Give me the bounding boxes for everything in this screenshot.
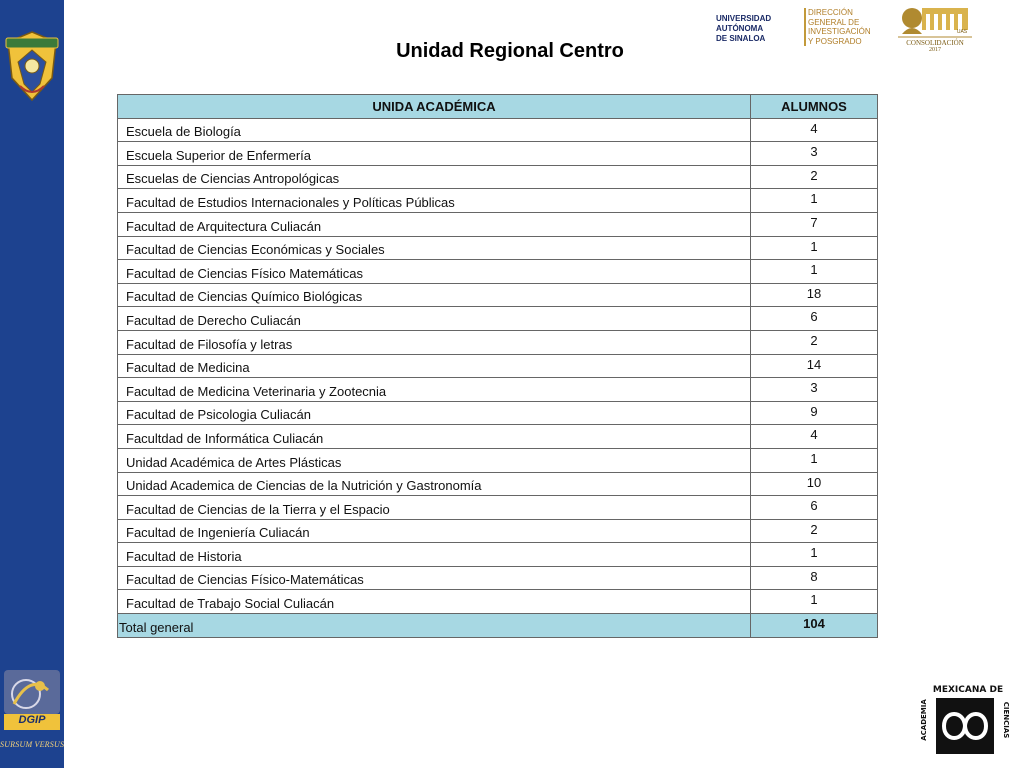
cell-unit: Unidad Académica de Artes Plásticas	[118, 448, 751, 472]
table-row	[118, 425, 878, 449]
cell-unit: Unidad Academica de Ciencias de la Nutrición y Gastronomía	[118, 472, 751, 496]
students-table	[117, 94, 878, 638]
table-row	[118, 472, 878, 496]
cell-unit: Facultad de Ingeniería Culiacán	[118, 519, 751, 543]
cell-unit: Facultad de Trabajo Social Culiacán	[118, 590, 751, 614]
uas-line-1: UNIVERSIDAD	[716, 14, 772, 23]
header-logos	[708, 4, 978, 52]
seal-text-top: MEXICANA DE	[932, 685, 1004, 695]
table-row	[118, 236, 878, 260]
table-row	[118, 189, 878, 213]
consolidacion-text: CONSOLIDACIÓN	[906, 39, 964, 47]
cell-unit: Facultdad de Informática Culiacán	[118, 425, 751, 449]
cell-unit: Facultad de Arquitectura Culiacán	[118, 212, 751, 236]
cell-unit: Escuelas de Ciencias Antropológicas	[118, 165, 751, 189]
table-header-row	[118, 95, 878, 119]
cell-unit: Escuela Superior de Enfermería	[118, 142, 751, 166]
table-row	[118, 260, 878, 284]
seal-text-left: ACADEMIA	[920, 699, 928, 741]
cell-unit: Facultad de Historia	[118, 543, 751, 567]
table-row	[118, 118, 878, 142]
left-sidebar	[0, 0, 64, 768]
cell-count: 10	[751, 472, 878, 496]
table-row	[118, 212, 878, 236]
total-count: 104	[751, 614, 878, 638]
table-row	[118, 354, 878, 378]
cell-unit: Facultad de Ciencias Económicas y Sociales	[118, 236, 751, 260]
table-row	[118, 378, 878, 402]
cell-count: 1	[751, 189, 878, 213]
table-body	[118, 118, 878, 637]
cell-count: 2	[751, 165, 878, 189]
cell-count: 1	[751, 260, 878, 284]
cell-count: 6	[751, 307, 878, 331]
cell-count: 3	[751, 142, 878, 166]
table-row	[118, 590, 878, 614]
cell-unit: Escuela de Biología	[118, 118, 751, 142]
dgip-line-1: DIRECCIÓN	[808, 8, 853, 17]
cell-unit: Facultad de Estudios Internacionales y Políticas Públicas	[118, 189, 751, 213]
logo-divider	[804, 8, 806, 46]
dgip-logo-text: DGIP	[18, 714, 46, 726]
cell-unit: Facultad de Medicina Veterinaria y Zootecnia	[118, 378, 751, 402]
cell-unit: Facultad de Ciencias Físico Matemáticas	[118, 260, 751, 284]
header-unit: UNIDA ACADÉMICA	[118, 95, 751, 119]
university-crest-icon	[2, 28, 62, 106]
table-row	[118, 283, 878, 307]
table-row	[118, 566, 878, 590]
cell-count: 4	[751, 118, 878, 142]
table-row	[118, 142, 878, 166]
cell-count: 6	[751, 496, 878, 520]
cell-count: 1	[751, 448, 878, 472]
academia-seal-icon	[918, 680, 1010, 758]
dgip-logo-icon	[0, 668, 64, 738]
table-total-row	[118, 614, 878, 638]
dgip-line-3: INVESTIGACIÓN	[808, 27, 871, 36]
cell-count: 8	[751, 566, 878, 590]
cell-unit: Facultad de Filosofía y letras	[118, 330, 751, 354]
table-row	[118, 330, 878, 354]
table-row	[118, 165, 878, 189]
cell-unit: Facultad de Psicologia Culiacán	[118, 401, 751, 425]
uas-line-2: AUTÓNOMA	[716, 24, 764, 33]
table-row	[118, 496, 878, 520]
uas-small: UAS	[956, 29, 968, 35]
cell-unit: Facultad de Medicina	[118, 354, 751, 378]
cell-count: 7	[751, 212, 878, 236]
uas-line-3: DE SINALOA	[716, 34, 766, 43]
dgip-line-2: GENERAL DE	[808, 17, 860, 27]
cell-unit: Facultad de Derecho Culiacán	[118, 307, 751, 331]
cell-count: 14	[751, 354, 878, 378]
header-students: ALUMNOS	[751, 95, 878, 119]
table-row	[118, 543, 878, 567]
students-table-container	[117, 94, 877, 638]
cell-count: 1	[751, 543, 878, 567]
cell-count: 4	[751, 425, 878, 449]
cell-count: 2	[751, 519, 878, 543]
table-row	[118, 448, 878, 472]
table-row	[118, 401, 878, 425]
cell-unit: Facultad de Ciencias de la Tierra y el Espacio	[118, 496, 751, 520]
cell-count: 1	[751, 590, 878, 614]
cell-count: 3	[751, 378, 878, 402]
dgip-line-4: Y POSGRADO	[808, 36, 862, 46]
page-title: Unidad Regional Centro	[396, 40, 624, 62]
consolidacion-logo-icon	[896, 4, 974, 52]
cell-count: 9	[751, 401, 878, 425]
cell-count: 2	[751, 330, 878, 354]
uas-wordmark	[716, 14, 771, 44]
cell-unit: Facultad de Ciencias Químico Biológicas	[118, 283, 751, 307]
seal-text-right: CIENCIAS	[1002, 701, 1010, 739]
table-row	[118, 307, 878, 331]
cell-count: 1	[751, 236, 878, 260]
dgip-wordmark	[808, 8, 871, 46]
cell-unit: Facultad de Ciencias Físico-Matemáticas	[118, 566, 751, 590]
cell-count: 18	[751, 283, 878, 307]
total-label: Total general	[118, 614, 751, 638]
consolidacion-year: 2017	[929, 47, 941, 52]
motto-text: SURSUM VERSUS	[0, 740, 65, 749]
table-row	[118, 519, 878, 543]
